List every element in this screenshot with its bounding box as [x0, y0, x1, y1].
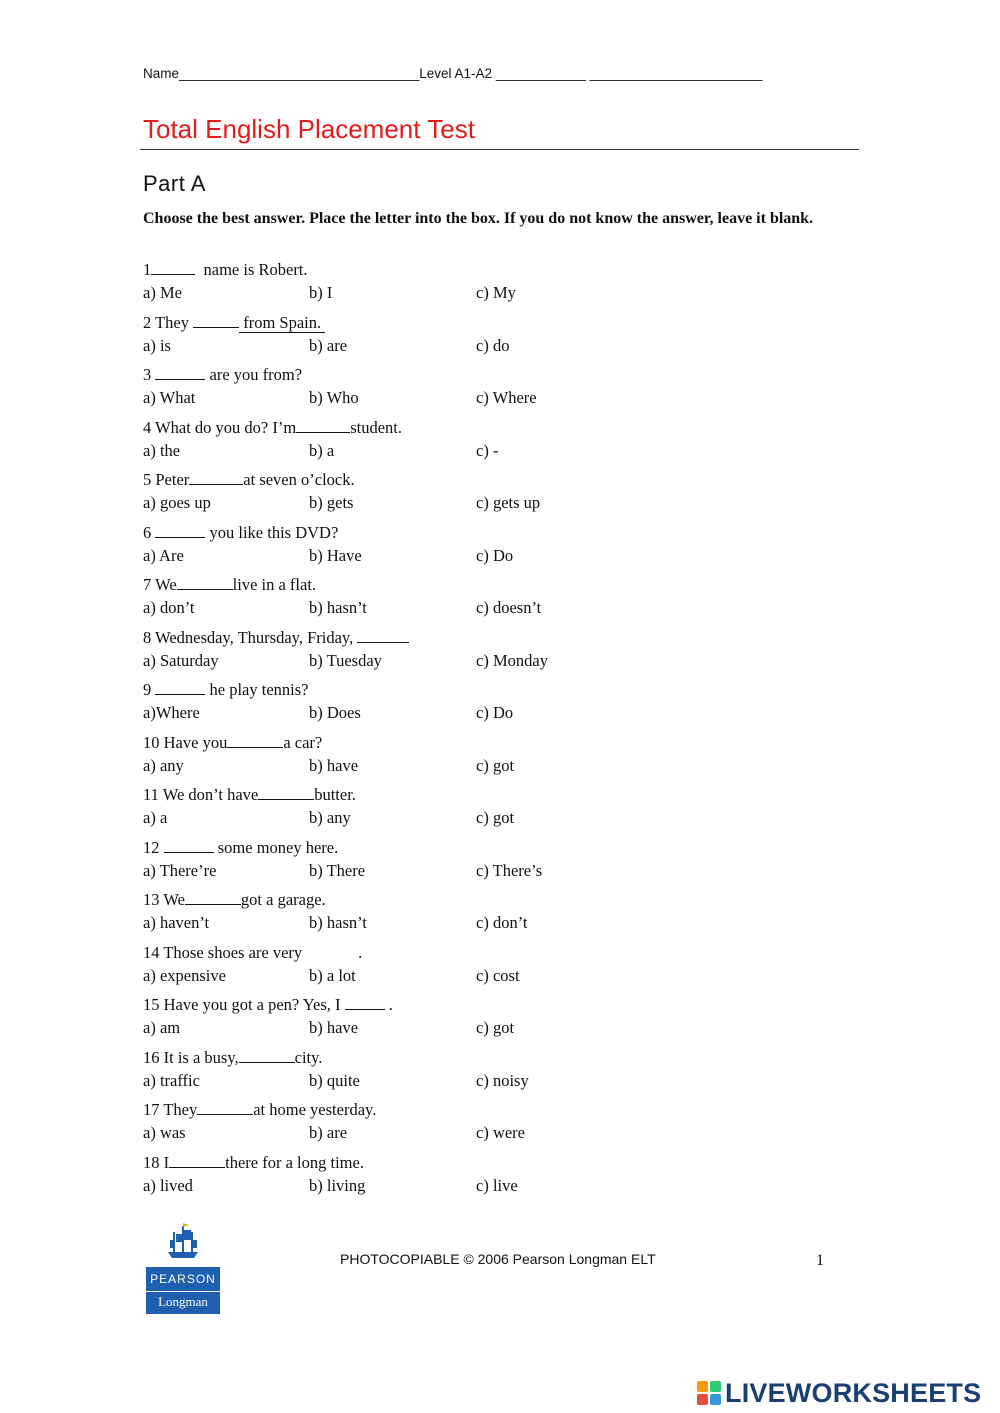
option-a[interactable]: a) the: [143, 440, 181, 460]
answer-blank[interactable]: [357, 627, 409, 643]
question-text-after: a car?: [283, 732, 323, 752]
liveworksheets-brand[interactable]: [697, 1378, 981, 1408]
question-stem: [143, 521, 863, 544]
name-level-line: Name________________________________Level A1-A2 ____________ _______________________: [143, 66, 763, 81]
question-item: [143, 731, 863, 784]
option-a[interactable]: a) lived: [143, 1175, 193, 1195]
question-stem: [143, 941, 863, 964]
option-a[interactable]: a) was: [143, 1123, 186, 1142]
option-b[interactable]: b) have: [309, 1018, 359, 1037]
question-text-after: .: [358, 942, 363, 962]
question-text: 10 Have you: [143, 732, 228, 752]
answer-blank[interactable]: [193, 312, 239, 328]
question-item: [143, 678, 863, 731]
question-item: [143, 311, 863, 364]
question-stem: [143, 1151, 863, 1174]
option-a[interactable]: a) any: [143, 755, 184, 775]
option-a[interactable]: a) am: [143, 1018, 181, 1037]
option-a[interactable]: a) There’re: [143, 860, 217, 880]
question-text: 12: [143, 837, 164, 857]
question-text-after: city.: [294, 1047, 323, 1067]
option-c[interactable]: c) cost: [476, 965, 520, 985]
answer-blank[interactable]: [185, 889, 241, 905]
question-text: 11 We don’t have: [143, 785, 259, 804]
option-a[interactable]: a) a: [143, 808, 168, 827]
option-a[interactable]: a) is: [143, 335, 171, 355]
question-stem: [143, 678, 863, 701]
question-text: 7 We: [143, 575, 177, 594]
option-c[interactable]: c) got: [476, 808, 515, 827]
question-text: 2 They: [143, 312, 194, 332]
question-text: 6: [143, 522, 156, 542]
option-c[interactable]: c) doesn’t: [476, 598, 542, 617]
option-b[interactable]: b) living: [309, 1175, 366, 1195]
option-c[interactable]: c) There’s: [476, 860, 543, 880]
option-a[interactable]: a) Me: [143, 283, 182, 302]
option-b[interactable]: b) Who: [309, 388, 359, 407]
option-b[interactable]: b) a: [309, 440, 335, 460]
option-c[interactable]: c) got: [476, 755, 515, 775]
logo-block: [697, 1394, 708, 1405]
option-c[interactable]: c) got: [476, 1018, 515, 1037]
question-text-after: are you from?: [205, 365, 303, 384]
question-text: 8 Wednesday, Thursday, Friday,: [143, 627, 358, 647]
answer-options: [143, 649, 863, 672]
answer-blank[interactable]: [302, 943, 358, 958]
option-c[interactable]: c) My: [476, 283, 516, 302]
question-item: [143, 1151, 863, 1204]
option-c[interactable]: c) live: [476, 1175, 518, 1195]
question-stem: [143, 311, 863, 334]
copyright-footer: PHOTOCOPIABLE © 2006 Pearson Longman ELT: [340, 1251, 656, 1267]
question-item: [143, 836, 863, 889]
answer-blank[interactable]: [151, 259, 195, 275]
answer-options: [143, 754, 863, 777]
question-stem: [143, 416, 863, 439]
answer-blank[interactable]: [164, 837, 214, 853]
question-item: [143, 416, 863, 469]
question-stem: [143, 783, 863, 806]
question-stem: [143, 573, 863, 596]
answer-options: [143, 964, 863, 987]
question-item: [143, 941, 863, 994]
answer-blank[interactable]: [169, 1152, 225, 1168]
logo-block: [710, 1394, 721, 1405]
question-text: 18 I: [143, 1152, 170, 1172]
logo-longman-text: Longman: [146, 1291, 220, 1314]
answer-options: [143, 439, 863, 462]
answer-blank[interactable]: [177, 574, 233, 590]
option-b[interactable]: b) gets: [309, 493, 354, 512]
question-stem: [143, 731, 863, 754]
liveworksheets-logo-icon: [697, 1381, 721, 1405]
option-c[interactable]: c) do: [476, 335, 510, 355]
answer-options: [143, 701, 863, 724]
question-item: [143, 783, 863, 836]
question-item: [143, 363, 863, 416]
question-item: [143, 626, 863, 679]
option-c[interactable]: c) Do: [476, 545, 514, 565]
answer-options: [143, 859, 863, 882]
option-c[interactable]: c) were: [476, 1123, 526, 1142]
option-b[interactable]: b) any: [309, 808, 351, 827]
option-b[interactable]: b) a lot: [309, 965, 356, 985]
question-stem: [143, 888, 863, 911]
question-item: [143, 521, 863, 574]
question-item: [143, 573, 863, 626]
question-text: 1: [143, 260, 152, 279]
option-c[interactable]: c) noisy: [476, 1070, 529, 1090]
option-a[interactable]: a) expensive: [143, 965, 226, 985]
question-text-after: at home yesterday.: [253, 1100, 377, 1119]
option-a[interactable]: a) What: [143, 388, 196, 407]
answer-options: [143, 334, 863, 357]
question-text-after: he play tennis?: [205, 680, 309, 699]
logo-block: [710, 1381, 721, 1392]
option-b[interactable]: b) are: [309, 1123, 348, 1142]
logo-block: [697, 1381, 708, 1392]
option-b[interactable]: b) hasn’t: [309, 598, 367, 617]
option-b[interactable]: b) hasn’t: [309, 913, 367, 932]
answer-options: [143, 596, 863, 619]
question-stem: [143, 363, 863, 386]
question-text-after: some money here.: [213, 837, 339, 857]
option-c[interactable]: c) Do: [476, 703, 514, 722]
answer-blank[interactable]: [258, 784, 314, 800]
answer-options: [143, 544, 863, 567]
liveworksheets-text: LIVEWORKSHEETS: [725, 1377, 982, 1408]
question-stem: [143, 258, 863, 281]
question-list: [143, 258, 863, 1203]
question-text: 9: [143, 680, 156, 699]
option-a[interactable]: a) don’t: [143, 598, 195, 617]
page-title: Total English Placement Test: [143, 114, 475, 144]
question-item: [143, 1098, 863, 1151]
question-text-after: there for a long time.: [225, 1152, 364, 1172]
question-text-after: got a garage.: [240, 890, 326, 909]
question-text: 4 What do you do? I’m: [143, 417, 297, 437]
question-text-after: name is Robert.: [195, 260, 308, 279]
answer-blank[interactable]: [239, 1047, 295, 1063]
option-a[interactable]: a) Saturday: [143, 650, 219, 670]
question-stem: [143, 993, 863, 1016]
option-c[interactable]: c) Monday: [476, 650, 548, 670]
answer-blank[interactable]: [227, 732, 283, 748]
question-text-after: you like this DVD?: [205, 522, 339, 542]
option-b[interactable]: b) are: [309, 335, 348, 355]
option-c[interactable]: c) don’t: [476, 913, 528, 932]
question-text-after: at seven o’clock.: [243, 470, 355, 489]
answer-blank[interactable]: [197, 1099, 253, 1115]
question-text: 5 Peter: [143, 470, 190, 489]
option-c[interactable]: c) -: [476, 440, 499, 460]
question-item: [143, 1046, 863, 1099]
question-text: 16 It is a busy,: [143, 1047, 239, 1067]
part-heading: Part A: [143, 171, 206, 196]
answer-blank[interactable]: [189, 469, 243, 485]
answer-options: [143, 1174, 863, 1197]
option-c[interactable]: c) Where: [476, 388, 537, 407]
answer-options: [143, 386, 863, 409]
option-a[interactable]: a) goes up: [143, 493, 211, 512]
question-text: 13 We: [143, 890, 185, 909]
option-a[interactable]: a) haven’t: [143, 913, 210, 932]
question-text-after: student.: [350, 417, 403, 437]
question-stem: [143, 1098, 863, 1121]
pearson-longman-logo: [146, 1222, 220, 1308]
question-item: [143, 468, 863, 521]
question-text-after: live in a flat.: [232, 575, 317, 594]
option-b[interactable]: b) There: [309, 860, 366, 880]
option-b[interactable]: b) Have: [309, 545, 362, 565]
answer-options: [143, 1016, 863, 1039]
question-item: [143, 888, 863, 941]
instructions: Choose the best answer. Place the letter into the box. If you do not know the answer, leave it blank.: [143, 210, 814, 227]
answer-blank[interactable]: [155, 364, 205, 380]
answer-options: [143, 911, 863, 934]
question-stem: [143, 1046, 863, 1069]
answer-options: [143, 806, 863, 829]
question-text: 15 Have you got a pen? Yes, I: [143, 995, 345, 1014]
question-text-after: butter.: [314, 785, 356, 804]
answer-blank[interactable]: [155, 522, 205, 538]
question-stem: [143, 468, 863, 491]
option-b[interactable]: b) Does: [309, 703, 361, 722]
question-stem: [143, 836, 863, 859]
question-item: [143, 258, 863, 311]
question-text: 3: [143, 365, 156, 384]
logo-pearson-text: PEARSON: [146, 1267, 220, 1291]
answer-options: [143, 491, 863, 514]
option-a[interactable]: a) Are: [143, 545, 184, 565]
option-b[interactable]: b) I: [309, 283, 333, 302]
question-text-after: from Spain.: [239, 313, 325, 333]
question-text: 14 Those shoes are very: [143, 942, 303, 962]
question-text: 17 They: [143, 1100, 198, 1119]
title-divider: [140, 149, 859, 150]
answer-options: [143, 1069, 863, 1092]
answer-options: [143, 1121, 863, 1144]
question-stem: [143, 626, 863, 649]
answer-options: [143, 281, 863, 304]
ship-icon: [146, 1222, 220, 1260]
option-a[interactable]: a)Where: [143, 703, 200, 722]
question-text-after: .: [384, 995, 393, 1014]
option-a[interactable]: a) traffic: [143, 1070, 200, 1090]
option-b[interactable]: b) Tuesday: [309, 650, 382, 670]
option-b[interactable]: b) quite: [309, 1070, 360, 1090]
option-c[interactable]: c) gets up: [476, 493, 541, 512]
question-item: [143, 993, 863, 1046]
answer-blank[interactable]: [345, 994, 385, 1010]
option-b[interactable]: b) have: [309, 755, 359, 775]
answer-blank[interactable]: [296, 417, 350, 433]
page-number: 1: [816, 1252, 824, 1269]
answer-blank[interactable]: [155, 679, 205, 695]
